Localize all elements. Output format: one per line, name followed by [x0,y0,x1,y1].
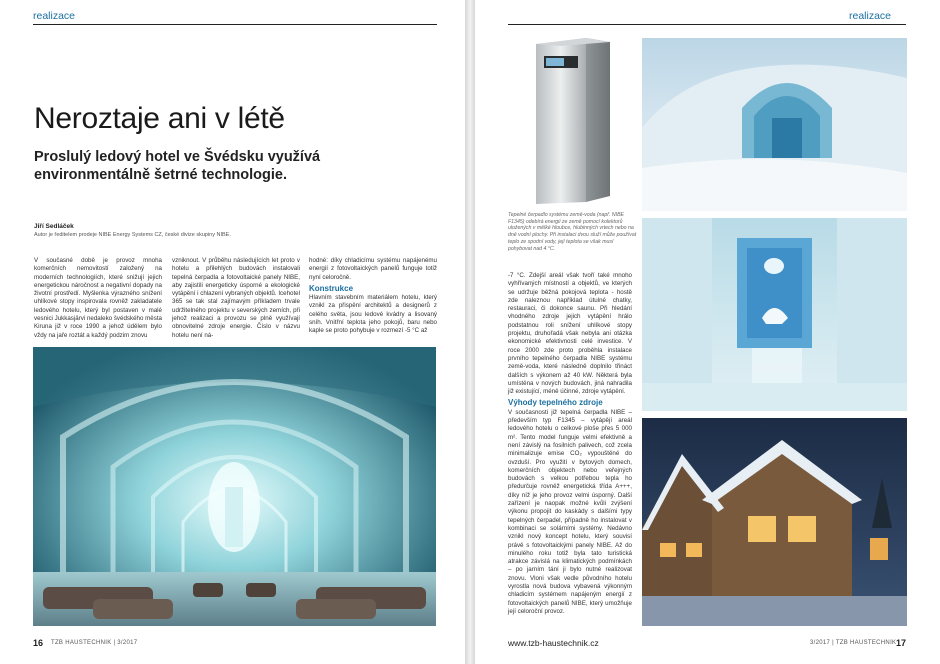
footer-url[interactable]: www.tzb-haustechnik.cz [508,638,599,648]
article-title: Neroztaje ani v létě [34,102,285,135]
body-text: vzniknout. V průběhu následujících let proto v hotelu a přilehlých budovách instalovali tepelná čerpadla a fotovoltaické panely NIBE, aby zajistili energeticky úsporné a ekologické vytápění i chlazení vybraných objektů. Icehotel 365 se tak stal zajímavým příkladem trvale udržitelného projektu v severských zemích, při jehož realizaci a provozu se plně využívají obnovitelné zdroje energie. Číslo v názvu hotelu není ná- [172,257,300,339]
left-page [0,0,465,664]
header-rule [508,24,906,25]
section-label: realizace [849,10,892,22]
body-column-3 [309,257,437,336]
body-text: hodné: díky chladicímu systému napájenému energií z fotovoltaických panelů funguje totiž nyní celoročně. [309,257,437,281]
footer-journal: TZB HAUSTECHNIK | 3/2017 [51,640,138,646]
body-column-1 [34,257,162,340]
page-number: 16 [33,638,44,648]
right-page [475,0,940,664]
page-spine [465,0,475,664]
author-name: Jiří Sedláček [34,223,74,230]
ice-chapel-photo [642,218,907,411]
section-label: realizace [33,10,76,22]
subheading-konstrukce: Konstrukce [309,283,354,293]
article-subtitle: Proslulý ledový hotel ve Švédsku využívá environmentálně šetrné technologie. [34,149,321,183]
author-note: Autor je ředitelem prodeje NIBE Energy Systems CZ, české divize skupiny NIBE. [34,232,231,238]
ice-hotel-entrance-photo [642,38,907,211]
photo-caption: Tepelné čerpadlo systému země-voda (např. NIBE F1345) odebírá energii ze země pomocí kolektorů uložených v mělké hloubce, hlubinných vrtech nebo na dně vodní plochy. Při instalaci dvou služí může používat teplo ze spodní vody, její teplota se však musí pohybovat nad 4 °C. [508,212,637,252]
page-number: 17 [896,638,907,648]
body-text: -7 °C. Zdejší areál však tvoří také mnoho vyhřívaných místností a objektů, ve kterých se udržuje běžná pokojová teplota - hostě zde naleznou například útulné chatky, restauraci, či dokonce saunu. Při hledání vhodného zdroje jejich vytápění hrálo podstatnou roli snížení uhlíkové stopy projektu, druhořadá však nebyla ani otázka ekonomické efektivnosti celé investice. V roce 2000 zde proto proběhla instalace prvního tepelného čerpadla NIBE systému země-voda, které následně doplnilo třináct dalších s výkonem až 40 kW. Některá byla umístěna v nových budovách, jiná nahradila již existující, méně účinné, zdroje vytápění. [508,272,632,396]
footer-journal: 3/2017 | TZB HAUSTECHNIK [810,640,897,646]
subheading-vyhody: Výhody tepelného zdroje [508,398,603,408]
header-rule [33,24,437,25]
chalet-photo [642,418,907,626]
ice-hall-photo [33,347,436,626]
heat-pump-photo [530,36,616,206]
body-text: V současnosti již tepelná čerpadla NIBE – především typ F1345 – vytápějí areál ledového hotelu o celkové ploše přes 5 000 m². Tento model funguje velmi efektivně a není závislý na fosilních palivech, což zcela minimalizuje emise CO₂ vypouštěné do ovzduší. Pro využití v bytových domech, komerčních objektech nebo veřejných budovách s velkou potřebou tepla ho předurčuje rovněž energetická třída A+++, díky níž je jeho provoz velmi úsporný. Další zařízení je naopak možné kvůli zvýšení výkonu propojit do kaskády s dalšími typy tepelných čerpadel, případně ho instalovat v kombinaci se solárními systémy. Nedávno vznikl nový koncept hotelu, který souvisí právě s fotovoltaickými panely NIBE. Až do minulého roku totiž byla tato turistická atrakce závislá na klimatických podmínkách – po jarním tání ji bylo nutné realizovat znovu. Vloni však vedle původního hotelu vyrostla nová budova vybavená výkonným chladicím systémem napájeným energií z fotovoltaických panelů NIBE, který umožňuje její celoroční provoz. [508,408,632,615]
body-column-right [508,272,632,616]
body-column-2 [172,257,300,340]
body-text: Hlavním stavebním materiálem hotelu, který vznikl za přispění architektů a designerů z celého světa, jsou ledové kvádry a lisovaný sníh. Vnitřní teplota jeho pokojů, baru nebo kaple se proto pohybuje v rozmezí -5 °C až [309,294,437,335]
body-text: V současné době je provoz mnoha komerčních nemovitostí založený na moderních technologiích, které snižují jejich energetickou náročnost a negativní dopady na životní prostředí. Myšlenka výrazného snížení uhlíkové stopy inspirovala rovněž zakladatele ledového hotelu, který byl postaven v malé vesnici Jukkasjärvi nedaleko švédského města Kiruna již v roce 1990 a jehož údělem bylo vždy na jaře roztát a každý podzim znovu [34,257,162,339]
